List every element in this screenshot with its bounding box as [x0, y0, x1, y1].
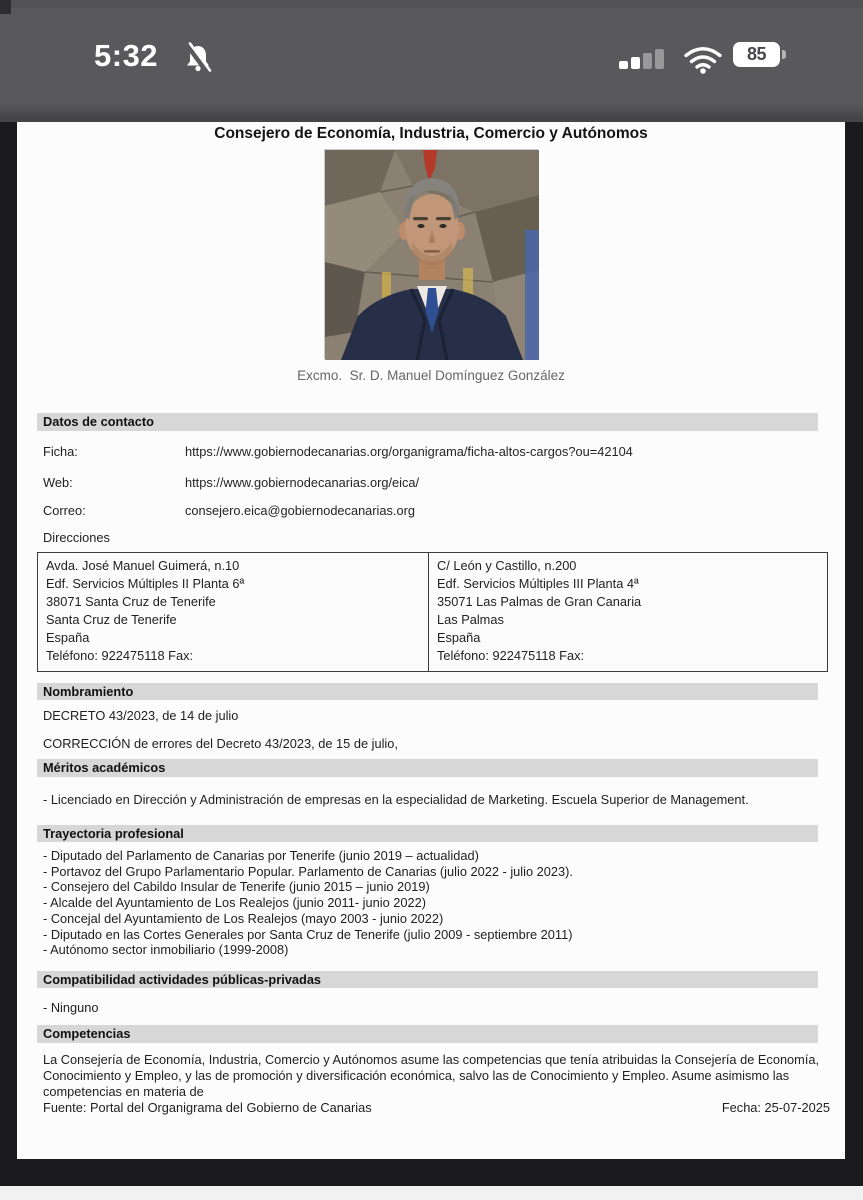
- photo-caption: Excmo. Sr. D. Manuel Domínguez González: [297, 368, 565, 383]
- list-item: - Alcalde del Ayuntamiento de Los Realejos (junio 2011- junio 2022): [43, 895, 426, 911]
- battery-nub: [782, 50, 786, 59]
- table-row: [38, 552, 828, 671]
- list-item: - Diputado del Parlamento de Canarias por Tenerife (junio 2019 – actualidad): [43, 848, 479, 863]
- nombramiento-decreto: DECRETO 43/2023, de 14 de julio: [43, 708, 239, 723]
- address-line: Avda. José Manuel Guimerá, n.10: [46, 557, 240, 573]
- list-item: - Portavoz del Grupo Parlamentario Popular. Parlamento de Canarias (julio 2022 - julio 2023).: [43, 863, 573, 879]
- compatibilidad-item: - Ninguno: [43, 1000, 99, 1016]
- address-cell-tenerife: [38, 552, 429, 671]
- section-header-datos-de-contacto: Datos de contacto: [37, 413, 818, 431]
- address-line: Santa Cruz de Tenerife: [46, 611, 177, 627]
- address-line: España: [46, 629, 90, 645]
- direcciones-label: Direcciones: [43, 529, 110, 545]
- notifications-muted-icon: [182, 42, 214, 74]
- list-item: - Concejal del Ayuntamiento de Los Realejos (mayo 2003 - junio 2022): [43, 910, 444, 926]
- address-line: Edf. Servicios Múltiples III Planta 4ª: [437, 575, 639, 591]
- address-line: Teléfono: 922475118 Fax:: [46, 647, 194, 663]
- footer-date: Fecha: 25-07-2025: [721, 1099, 830, 1115]
- ficha-url-link[interactable]: https://www.gobiernodecanarias.org/organigrama/ficha-altos-cargos?ou=42104: [185, 443, 633, 459]
- footer-source: Fuente: Portal del Organigrama del Gobierno de Canarias: [43, 1099, 372, 1115]
- list-item: - Autónomo sector inmobiliario (1999-2008): [43, 942, 289, 958]
- bottom-dark-bar: [0, 1159, 863, 1186]
- trayectoria-list: [17, 848, 845, 958]
- wifi-icon: [683, 44, 723, 74]
- document-page: [17, 122, 845, 1159]
- list-item: - Diputado en las Cortes Generales por Santa Cruz de Tenerife (julio 2009 - septiembre 2011): [43, 926, 573, 942]
- address-line: 38071 Santa Cruz de Tenerife: [46, 593, 216, 609]
- cellular-signal-icon: [617, 45, 671, 73]
- address-line: España: [437, 629, 481, 645]
- page-title: Consejero de Economía, Industria, Comercio y Autónomos: [214, 125, 648, 142]
- contact-row-ficha: [43, 444, 845, 459]
- clock: 5:32: [94, 38, 159, 73]
- address-line: Las Palmas: [437, 611, 504, 627]
- competencias-paragraph: La Consejería de Economía, Industria, Comercio y Autónomos asume las competencias que tenía atribuidas la Consejería de Economía, Conocimiento y Empleo, y las de promoción y diversificación económica, salvo las de Conocimiento y Empleo. Asume asimismo las competencias en materia de: [43, 1051, 820, 1099]
- contact-row-web: [43, 475, 845, 490]
- contact-label: Correo:: [43, 502, 86, 518]
- bottom-light-strip: [0, 1186, 863, 1200]
- address-line: 35071 Las Palmas de Gran Canaria: [437, 593, 642, 609]
- section-header-competencias: Competencias: [37, 1025, 818, 1043]
- battery-percent: 85: [746, 44, 767, 64]
- section-header-trayectoria-profesional: Trayectoria profesional: [37, 825, 818, 843]
- contact-label: Ficha:: [43, 443, 78, 459]
- contact-row-correo: [43, 503, 845, 518]
- document-footer: [43, 1100, 830, 1115]
- meritos-item: - Licenciado en Dirección y Administración de empresas en la especialidad de Marketing. Escuela Superior de Management.: [43, 791, 749, 807]
- status-bar: [0, 0, 863, 122]
- address-line: C/ León y Castillo, n.200: [437, 557, 577, 573]
- official-photo: [324, 149, 538, 359]
- section-header-compatibilidad: Compatibilidad actividades públicas-privadas: [37, 971, 818, 989]
- list-item: - Consejero del Cabildo Insular de Tenerife (junio 2015 – junio 2019): [43, 879, 430, 895]
- section-header-nombramiento: Nombramiento: [37, 683, 818, 701]
- address-line: Edf. Servicios Múltiples II Planta 6ª: [46, 575, 245, 591]
- address-cell-las-palmas: [429, 552, 828, 671]
- page-margin-right: [845, 122, 863, 1160]
- battery-indicator: [733, 42, 780, 67]
- page-margin-left: [0, 122, 17, 1160]
- section-header-meritos-academicos: Méritos académicos: [37, 759, 818, 777]
- nombramiento-correccion: CORRECCIÓN de errores del Decreto 43/2023, de 15 de julio,: [43, 736, 398, 751]
- corner-artifact: [0, 0, 11, 14]
- address-line: Teléfono: 922475118 Fax:: [437, 647, 585, 663]
- addresses-table: [37, 552, 828, 672]
- web-url-link[interactable]: https://www.gobiernodecanarias.org/eica/: [185, 474, 420, 490]
- email-link[interactable]: consejero.eica@gobiernodecanarias.org: [185, 502, 415, 518]
- contact-label: Web:: [43, 474, 73, 490]
